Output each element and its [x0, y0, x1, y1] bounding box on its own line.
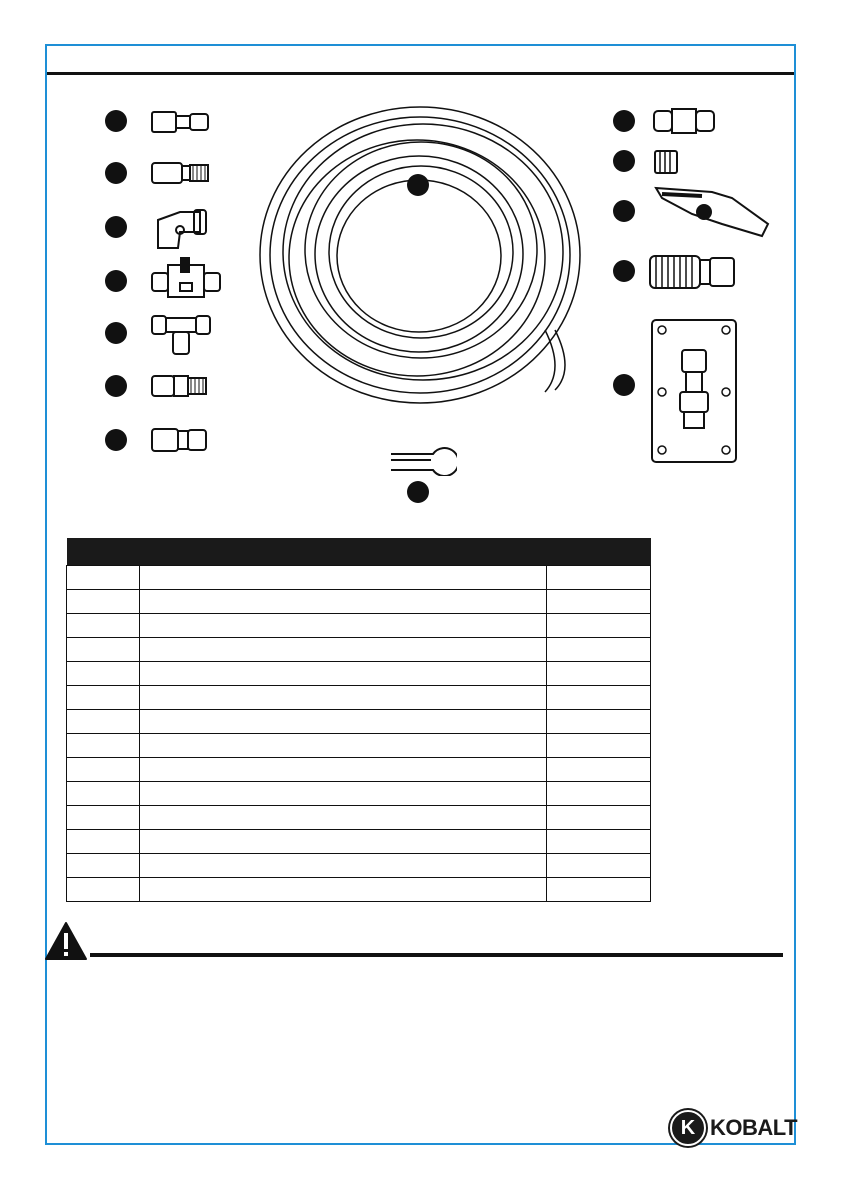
table-cell — [67, 854, 140, 878]
table-row — [67, 710, 651, 734]
tube-cutter-icon — [652, 184, 772, 240]
part-badge — [407, 481, 429, 503]
table-cell — [546, 710, 650, 734]
logo-mark-letter: K — [680, 1116, 696, 1139]
table-header-cell — [546, 538, 650, 566]
table-cell — [546, 758, 650, 782]
part-badge — [105, 322, 127, 344]
table-cell — [139, 782, 546, 806]
table-cell — [139, 638, 546, 662]
table-row — [67, 566, 651, 590]
table-row — [67, 590, 651, 614]
table-cell — [546, 854, 650, 878]
mounting-plate-icon — [650, 318, 738, 464]
straight-connector-icon — [150, 372, 210, 400]
warning-rule — [90, 953, 783, 957]
table-header-cell — [67, 538, 140, 566]
table-cell — [546, 566, 650, 590]
part-badge — [613, 260, 635, 282]
table-header-row — [67, 538, 651, 566]
table-cell — [67, 710, 140, 734]
part-badge — [613, 150, 635, 172]
table-cell — [67, 734, 140, 758]
part-badge — [613, 374, 635, 396]
table-cell — [546, 830, 650, 854]
table-cell — [546, 614, 650, 638]
union-connector-icon — [652, 106, 716, 136]
parts-table — [66, 538, 651, 902]
warning-triangle-icon — [44, 921, 88, 961]
quick-coupler-icon — [648, 252, 738, 292]
elbow-fitting-icon — [150, 200, 210, 250]
table-cell — [139, 806, 546, 830]
table-row — [67, 686, 651, 710]
plug-fitting-icon — [150, 108, 212, 136]
table-cell — [139, 662, 546, 686]
table-cell — [546, 686, 650, 710]
table-cell — [67, 614, 140, 638]
table-row — [67, 830, 651, 854]
table-cell — [67, 782, 140, 806]
table-cell — [67, 878, 140, 902]
table-cell — [139, 830, 546, 854]
part-badge — [105, 162, 127, 184]
table-header-cell — [139, 538, 546, 566]
plug-icon — [652, 148, 682, 176]
table-row — [67, 806, 651, 830]
part-badge — [613, 110, 635, 132]
table-cell — [139, 734, 546, 758]
table-cell — [139, 878, 546, 902]
table-row — [67, 614, 651, 638]
table-cell — [67, 686, 140, 710]
table-row — [67, 782, 651, 806]
table-row — [67, 854, 651, 878]
table-cell — [546, 638, 650, 662]
table-cell — [546, 806, 650, 830]
header-rule — [47, 72, 794, 75]
table-cell — [67, 590, 140, 614]
table-cell — [139, 686, 546, 710]
table-cell — [67, 830, 140, 854]
table-row — [67, 734, 651, 758]
part-badge — [105, 110, 127, 132]
coiled-tubing-icon — [255, 100, 595, 420]
part-badge — [105, 375, 127, 397]
table-cell — [67, 806, 140, 830]
table-cell — [139, 566, 546, 590]
table-row — [67, 878, 651, 902]
logo-mark — [670, 1110, 706, 1146]
table-cell — [546, 734, 650, 758]
tee-fitting-icon — [150, 310, 212, 358]
part-badge — [105, 429, 127, 451]
tube-clip-icon — [385, 440, 457, 476]
table-cell — [546, 878, 650, 902]
part-badge — [105, 270, 127, 292]
table-cell — [546, 782, 650, 806]
male-connector-icon — [150, 160, 212, 186]
part-badge — [613, 200, 635, 222]
table-cell — [139, 614, 546, 638]
table-row — [67, 638, 651, 662]
logo-wordmark: KOBALT — [710, 1115, 798, 1140]
table-cell — [67, 566, 140, 590]
table-row — [67, 758, 651, 782]
part-badge — [105, 216, 127, 238]
table-cell — [546, 590, 650, 614]
table-cell — [546, 662, 650, 686]
table-cell — [139, 758, 546, 782]
table-row — [67, 662, 651, 686]
table-cell — [67, 662, 140, 686]
part-badge — [407, 174, 429, 196]
table-cell — [139, 590, 546, 614]
table-cell — [67, 758, 140, 782]
shutoff-valve-icon — [150, 255, 222, 301]
table-cell — [139, 854, 546, 878]
brand-logo — [670, 1110, 797, 1146]
female-connector-icon — [150, 425, 210, 455]
table-cell — [139, 710, 546, 734]
table-cell — [67, 638, 140, 662]
